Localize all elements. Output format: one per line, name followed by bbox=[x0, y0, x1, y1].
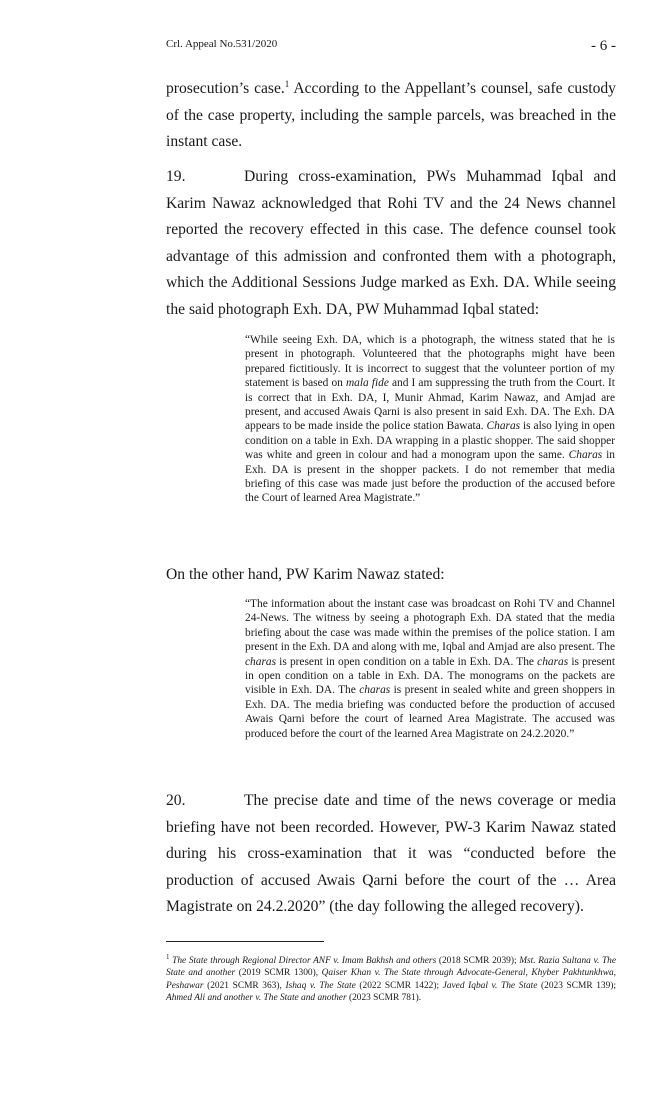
quote-text: is present in open condition on a table in Exh. DA. The bbox=[276, 655, 538, 668]
paragraph-19 bbox=[166, 164, 616, 323]
quote-text: and I am suppressing the truth from the Court. It is correct that in Exh. DA, I, Munir Ahmad, Karim Nawaz, and Amjad are present, and accused Awais Qarni is also present in said Exh. DA. The Exh. DA appears to be made inside the police station Bawata. bbox=[245, 377, 615, 433]
case-number-header: Crl. Appeal No.531/2020 bbox=[166, 38, 278, 50]
case-citation: Ahmed Ali and another v. The State and another bbox=[166, 993, 347, 1004]
case-citation: Javed Iqbal v. The State bbox=[442, 980, 538, 991]
quote-italic-term: charas bbox=[359, 684, 391, 697]
citation-reference: (2018 SCMR 2039); bbox=[436, 956, 520, 966]
quote-italic-term: charas bbox=[245, 655, 277, 668]
quote-text: in Exh. DA is present in the shopper packets. I do not remember that media briefing of this case was made just before the production of the accused before the Court of learned Area Magistrate.” bbox=[245, 449, 615, 505]
citation-reference: (2019 SCMR 1300), bbox=[235, 968, 322, 979]
case-citation: Mst. Razia Sultana v. The State and another bbox=[166, 956, 617, 979]
paragraph-number: 19. bbox=[166, 168, 186, 185]
citation-reference: (2023 SCMR 139); bbox=[537, 980, 617, 991]
footnote bbox=[166, 952, 617, 1005]
page-number: - 6 - bbox=[591, 38, 616, 54]
footnote-mark: 1 bbox=[166, 952, 170, 961]
quote-text: is present in open condition on a table in Exh. DA. The monograms on the packets are visible in Exh. DA. The bbox=[245, 655, 615, 697]
quote-italic-term: Charas bbox=[486, 420, 521, 433]
citation-reference: (2022 SCMR 1422); bbox=[355, 980, 443, 991]
quote-italic-term: Charas bbox=[568, 449, 603, 462]
case-citation: The State through Regional Director ANF v. Imam Bakhsh and others bbox=[172, 956, 437, 966]
paragraph-text: The precise date and time of the news coverage or media briefing have not been recorded. However, PW-3 Karim Nawaz stated during his cross-examination that it was “conducted before the production of accused Awais Qarni before the court of the … Area Magistrate on 24.2.2020” (the day following the alleged recovery). bbox=[166, 792, 616, 915]
citation-reference: (2021 SCMR 363), bbox=[203, 980, 286, 991]
case-citation: Ishaq v. The State bbox=[285, 980, 356, 991]
paragraph-20 bbox=[166, 788, 616, 921]
paragraph-number: 20. bbox=[166, 792, 186, 809]
case-citation: Qaiser Khan v. The State through Advocate-General, Khyber Pakhtunkhwa, Peshawar bbox=[166, 968, 616, 991]
quote-text: is also lying in open condition on a table in Exh. DA wrapping in a plastic shopper. The said shopper was white and green in colour and had a monogram upon the same. bbox=[245, 420, 615, 462]
quote-iqbal-statement bbox=[245, 333, 615, 506]
citation-reference: (2023 SCMR 781). bbox=[346, 993, 422, 1004]
quote-text: “While seeing Exh. DA, which is a photograph, the witness stated that he is present in photograph. Volunteered that the photographs might have been prepared fictitiously. It is incorrect to suggest that the volunteer portion of my statement is based on bbox=[245, 334, 615, 390]
quote-italic-term: mala fide bbox=[345, 377, 389, 390]
footnote-divider bbox=[166, 941, 324, 942]
quote-nawaz-statement bbox=[245, 597, 615, 741]
intro-paragraph bbox=[166, 76, 616, 156]
intro-text-end: According to the Appellant’s counsel, safe custody of the case property, including the sample parcels, was breached in the instant case. bbox=[166, 80, 616, 150]
quote-text: “The information about the instant case was broadcast on Rohi TV and Channel 24-News. The witness by seeing a photograph Exh. DA stated that the media briefing about the case was made within the premises of the police station. I am present in the Exh. DA and along with me, Iqbal and Amjad are also present. The bbox=[245, 598, 615, 654]
paragraph-text: During cross-examination, PWs Muhammad Iqbal and Karim Nawaz acknowledged that Rohi TV and the 24 News channel reported the recovery effected in this case. The defence counsel took advantage of this admission and confronted them with a photograph, which the Additional Sessions Judge marked as Exh. DA. While seeing the said photograph Exh. DA, PW Muhammad Iqbal stated: bbox=[166, 168, 616, 318]
intro-text-start: prosecution’s case. bbox=[166, 80, 285, 97]
footnote-reference[interactable]: 1 bbox=[284, 78, 290, 89]
other-hand-paragraph: On the other hand, PW Karim Nawaz stated: bbox=[166, 566, 445, 583]
quote-italic-term: charas bbox=[537, 655, 569, 668]
quote-text: is present in sealed white and green shoppers in Exh. DA. The media briefing was conducted before the production of accused Awais Qarni before the court of learned Area Magistrate. The accused was produced before the court of the learned Area Magistrate on 24.2.2020.” bbox=[245, 684, 615, 740]
